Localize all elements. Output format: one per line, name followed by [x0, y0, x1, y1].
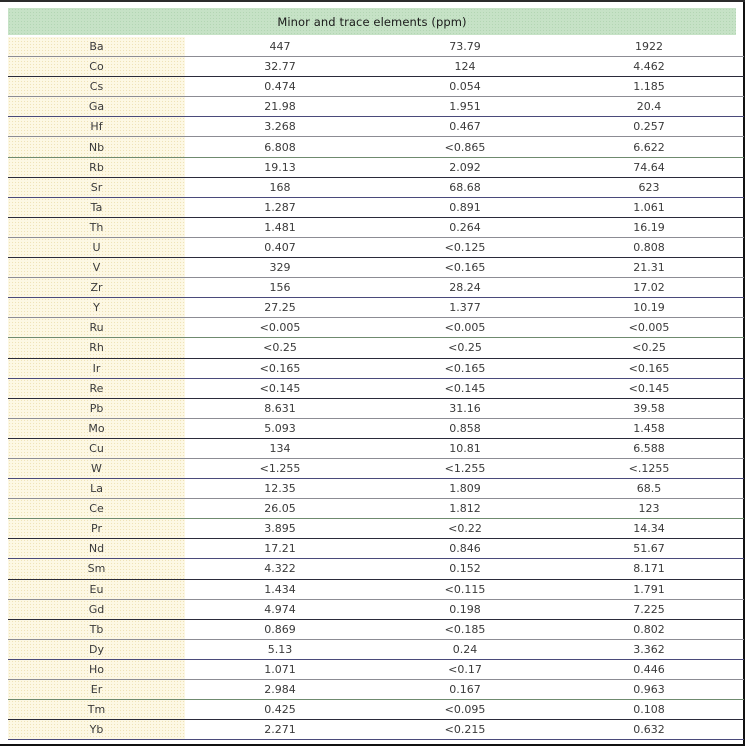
- element-symbol-cell: Tb: [8, 620, 185, 639]
- value-cell-sample-2: <1.255: [444, 462, 486, 476]
- value-cell-sample-2: 124: [454, 60, 476, 74]
- table-row: [8, 178, 744, 198]
- element-symbol-cell: Nd: [8, 539, 185, 558]
- value-cell-sample-2: <0.145: [444, 381, 486, 395]
- table-row: [8, 600, 744, 620]
- value-cell-sample-1: 2.984: [264, 683, 296, 697]
- table-row: [8, 700, 744, 720]
- value-cell-sample-3: 1922: [635, 40, 663, 54]
- table-row: [8, 559, 744, 579]
- table-row: [8, 439, 744, 459]
- value-cell-sample-2: <0.125: [444, 240, 486, 254]
- value-cell-sample-1: 4.322: [264, 562, 296, 576]
- value-cell-sample-1: 8.631: [264, 401, 296, 415]
- value-cell-sample-2: <0.215: [444, 723, 486, 737]
- element-symbol-cell: Cs: [8, 77, 185, 96]
- value-cell-sample-2: 0.24: [452, 642, 478, 656]
- table-row: [8, 580, 744, 600]
- table-row: [8, 238, 744, 258]
- element-symbol-cell: Sm: [8, 559, 185, 578]
- value-cell-sample-2: <0.185: [444, 622, 486, 636]
- value-cell-sample-2: 0.152: [449, 562, 481, 576]
- value-cell-sample-2: <0.005: [444, 321, 486, 335]
- value-cell-sample-2: 0.264: [449, 220, 481, 234]
- element-symbol-cell: Tm: [8, 700, 185, 719]
- element-symbol-cell: Zr: [8, 278, 185, 297]
- value-cell-sample-3: 68.5: [636, 482, 662, 496]
- element-symbol-cell: Mo: [8, 419, 185, 438]
- table-row: [8, 640, 744, 660]
- element-symbol-cell: Co: [8, 57, 185, 76]
- table-row: [8, 97, 744, 117]
- value-cell-sample-3: 74.64: [633, 160, 665, 174]
- value-cell-sample-3: 51.67: [633, 542, 665, 556]
- value-cell-sample-3: 1.458: [633, 421, 665, 435]
- table-row: [8, 57, 744, 77]
- table-row: [8, 117, 744, 137]
- value-cell-sample-1: <0.165: [259, 361, 301, 375]
- value-cell-sample-2: <0.165: [444, 361, 486, 375]
- value-cell-sample-2: 68.68: [449, 180, 481, 194]
- value-cell-sample-3: 4.462: [633, 60, 665, 74]
- value-cell-sample-2: 0.167: [449, 683, 481, 697]
- element-symbol-cell: Rb: [8, 158, 185, 177]
- value-cell-sample-1: 1.481: [264, 220, 296, 234]
- table-row: [8, 379, 744, 399]
- value-cell-sample-1: 26.05: [264, 502, 296, 516]
- table-row: [8, 479, 744, 499]
- value-cell-sample-2: 2.092: [449, 160, 481, 174]
- element-symbol-cell: Ta: [8, 198, 185, 217]
- element-symbol-cell: La: [8, 479, 185, 498]
- value-cell-sample-1: 168: [269, 180, 291, 194]
- value-cell-sample-1: 0.407: [264, 240, 296, 254]
- value-cell-sample-1: 447: [269, 40, 291, 54]
- element-symbol-cell: Ho: [8, 660, 185, 679]
- value-cell-sample-3: 0.108: [633, 703, 665, 717]
- element-symbol-cell: Ir: [8, 359, 185, 378]
- value-cell-sample-1: 2.271: [264, 723, 296, 737]
- value-cell-sample-2: 10.81: [449, 441, 481, 455]
- value-cell-sample-3: <0.145: [628, 381, 670, 395]
- table-row: [8, 519, 744, 539]
- table-row: [8, 37, 744, 57]
- value-cell-sample-2: 0.858: [449, 421, 481, 435]
- value-cell-sample-2: 0.891: [449, 200, 481, 214]
- table-row: [8, 399, 744, 419]
- element-symbol-cell: Ru: [8, 318, 185, 337]
- value-cell-sample-1: 329: [269, 261, 291, 275]
- value-cell-sample-2: 0.846: [449, 542, 481, 556]
- value-cell-sample-3: 0.632: [633, 723, 665, 737]
- value-cell-sample-3: <0.25: [632, 341, 666, 355]
- value-cell-sample-3: <.1255: [628, 462, 670, 476]
- table-row: [8, 620, 744, 640]
- table-row: [8, 158, 744, 178]
- element-symbol-cell: U: [8, 238, 185, 257]
- element-symbol-cell: Rh: [8, 338, 185, 357]
- value-cell-sample-1: <1.255: [259, 462, 301, 476]
- value-cell-sample-3: 1.791: [633, 582, 665, 596]
- value-cell-sample-2: <0.095: [444, 703, 486, 717]
- value-cell-sample-1: <0.005: [259, 321, 301, 335]
- value-cell-sample-3: 6.622: [633, 140, 665, 154]
- value-cell-sample-2: <0.25: [448, 341, 482, 355]
- value-cell-sample-1: 3.268: [264, 120, 296, 134]
- value-cell-sample-3: 623: [638, 180, 660, 194]
- value-cell-sample-2: 1.377: [449, 301, 481, 315]
- value-cell-sample-3: 8.171: [633, 562, 665, 576]
- element-symbol-cell: Ba: [8, 37, 185, 56]
- top-rule: [0, 0, 745, 2]
- element-symbol-cell: Re: [8, 379, 185, 398]
- element-symbol-cell: Ce: [8, 499, 185, 518]
- value-cell-sample-1: 19.13: [264, 160, 296, 174]
- element-symbol-cell: Eu: [8, 580, 185, 599]
- value-cell-sample-2: 1.951: [449, 100, 481, 114]
- table-row: [8, 660, 744, 680]
- value-cell-sample-2: 28.24: [449, 281, 481, 295]
- value-cell-sample-3: 1.061: [633, 200, 665, 214]
- value-cell-sample-1: 5.093: [264, 421, 296, 435]
- value-cell-sample-3: 1.185: [633, 80, 665, 94]
- value-cell-sample-3: <0.165: [628, 361, 670, 375]
- value-cell-sample-3: 0.446: [633, 662, 665, 676]
- table-row: [8, 359, 744, 379]
- table-row: [8, 318, 744, 338]
- trace-elements-table: [8, 37, 744, 740]
- value-cell-sample-3: 0.257: [633, 120, 665, 134]
- value-cell-sample-1: 1.287: [264, 200, 296, 214]
- value-cell-sample-1: 32.77: [264, 60, 296, 74]
- element-symbol-cell: Th: [8, 218, 185, 237]
- value-cell-sample-1: 21.98: [264, 100, 296, 114]
- value-cell-sample-1: 1.071: [264, 662, 296, 676]
- table-row: [8, 419, 744, 439]
- value-cell-sample-2: <0.865: [444, 140, 486, 154]
- element-symbol-cell: Pb: [8, 399, 185, 418]
- value-cell-sample-3: 17.02: [633, 281, 665, 295]
- value-cell-sample-1: <0.145: [259, 381, 301, 395]
- table-header: [8, 8, 736, 35]
- value-cell-sample-3: 0.808: [633, 240, 665, 254]
- table-row: [8, 137, 744, 157]
- value-cell-sample-1: 156: [269, 281, 291, 295]
- value-cell-sample-1: 12.35: [264, 482, 296, 496]
- table-row: [8, 298, 744, 318]
- value-cell-sample-2: 31.16: [449, 401, 481, 415]
- element-symbol-cell: Dy: [8, 640, 185, 659]
- value-cell-sample-3: 123: [638, 502, 660, 516]
- element-symbol-cell: Yb: [8, 720, 185, 739]
- value-cell-sample-1: 134: [269, 441, 291, 455]
- value-cell-sample-1: 0.425: [264, 703, 296, 717]
- value-cell-sample-2: <0.17: [448, 662, 482, 676]
- value-cell-sample-1: 1.434: [264, 582, 296, 596]
- table-row: [8, 459, 744, 479]
- element-symbol-cell: Y: [8, 298, 185, 317]
- value-cell-sample-1: 0.474: [264, 80, 296, 94]
- value-cell-sample-1: <0.25: [263, 341, 297, 355]
- table-row: [8, 338, 744, 358]
- element-symbol-cell: Hf: [8, 117, 185, 136]
- table-row: [8, 278, 744, 298]
- table-row: [8, 720, 744, 740]
- value-cell-sample-3: 21.31: [633, 261, 665, 275]
- value-cell-sample-2: <0.115: [444, 582, 486, 596]
- element-symbol-cell: Er: [8, 680, 185, 699]
- value-cell-sample-3: 39.58: [633, 401, 665, 415]
- value-cell-sample-3: 3.362: [633, 642, 665, 656]
- value-cell-sample-2: 0.467: [449, 120, 481, 134]
- value-cell-sample-2: <0.165: [444, 261, 486, 275]
- value-cell-sample-1: 6.808: [264, 140, 296, 154]
- value-cell-sample-2: 1.812: [449, 502, 481, 516]
- value-cell-sample-3: 16.19: [633, 220, 665, 234]
- value-cell-sample-1: 3.895: [264, 522, 296, 536]
- value-cell-sample-2: <0.22: [448, 522, 482, 536]
- table-row: [8, 198, 744, 218]
- element-symbol-cell: Nb: [8, 137, 185, 156]
- table-row: [8, 539, 744, 559]
- element-symbol-cell: Gd: [8, 600, 185, 619]
- value-cell-sample-1: 27.25: [264, 301, 296, 315]
- table-row: [8, 77, 744, 97]
- element-symbol-cell: V: [8, 258, 185, 277]
- value-cell-sample-1: 17.21: [264, 542, 296, 556]
- table-row: [8, 499, 744, 519]
- element-symbol-cell: Pr: [8, 519, 185, 538]
- element-symbol-cell: Sr: [8, 178, 185, 197]
- value-cell-sample-2: 0.054: [449, 80, 481, 94]
- value-cell-sample-3: 0.802: [633, 622, 665, 636]
- value-cell-sample-3: 0.963: [633, 683, 665, 697]
- element-symbol-cell: W: [8, 459, 185, 478]
- value-cell-sample-3: <0.005: [628, 321, 670, 335]
- value-cell-sample-1: 4.974: [264, 602, 296, 616]
- value-cell-sample-2: 1.809: [449, 482, 481, 496]
- value-cell-sample-1: 0.869: [264, 622, 296, 636]
- value-cell-sample-3: 20.4: [636, 100, 662, 114]
- value-cell-sample-3: 14.34: [633, 522, 665, 536]
- table-row: [8, 218, 744, 238]
- element-symbol-cell: Ga: [8, 97, 185, 116]
- value-cell-sample-1: 5.13: [267, 642, 293, 656]
- element-symbol-cell: Cu: [8, 439, 185, 458]
- value-cell-sample-2: 0.198: [449, 602, 481, 616]
- value-cell-sample-2: 73.79: [449, 40, 481, 54]
- value-cell-sample-3: 7.225: [633, 602, 665, 616]
- value-cell-sample-3: 10.19: [633, 301, 665, 315]
- value-cell-sample-3: 6.588: [633, 441, 665, 455]
- table-row: [8, 258, 744, 278]
- table-title: Minor and trace elements (ppm): [277, 14, 467, 29]
- table-row: [8, 680, 744, 700]
